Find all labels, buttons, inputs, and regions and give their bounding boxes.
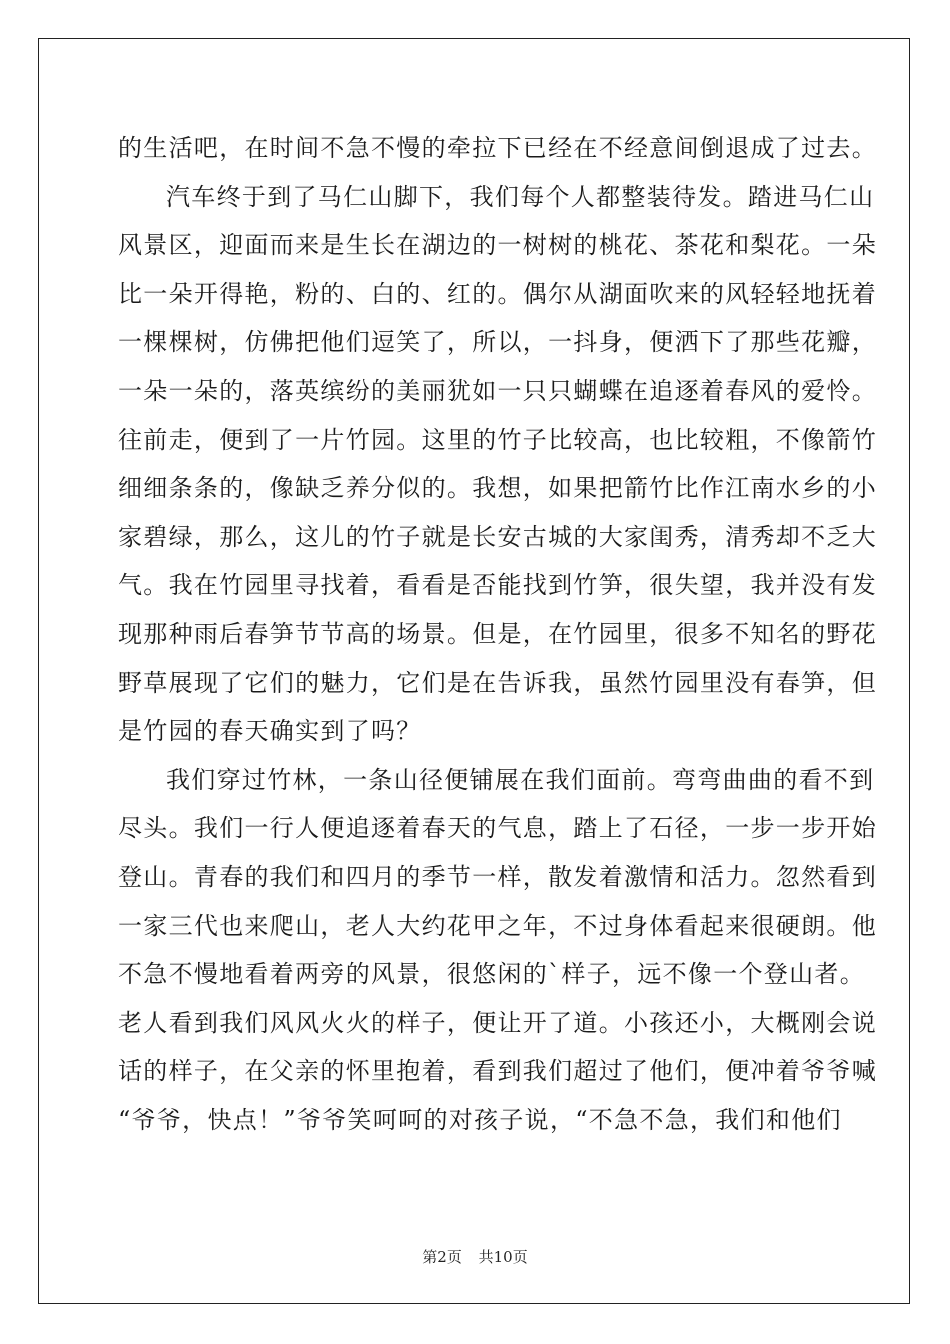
text-line: 我们穿过竹林，一条山径便铺展在我们面前。弯弯曲曲的看不到 <box>166 765 875 794</box>
text-line: “爷爷，快点！”爷爷笑呵呵的对孩子说，“不急不急，我们和他们 <box>118 1106 842 1134</box>
text-line: 比一朵开得艳，粉的、白的、红的。偶尔从湖面吹来的风轻轻地抚着 <box>118 279 877 308</box>
page-number: 第2页 <box>422 1248 462 1266</box>
text-line: 家碧绿，那么，这儿的竹子就是长安古城的大家闺秀，清秀却不乏大 <box>118 522 877 551</box>
page-total: 共10页 <box>478 1248 528 1266</box>
text-line: 老人看到我们风风火火的样子，便让开了道。小孩还小，大概刚会说 <box>118 1008 877 1037</box>
text-line: 是竹园的春天确实到了吗？ <box>118 717 422 746</box>
text-line: 的生活吧，在时间不急不慢的牵拉下已经在不经意间倒退成了过去。 <box>118 134 877 162</box>
text-line: 一朵一朵的，落英缤纷的美丽犹如一只只蝴蝶在追逐着春风的爱怜。 <box>118 377 877 405</box>
page-footer <box>0 1246 950 1267</box>
text-line: 气。我在竹园里寻找着，看看是否能找到竹笋，很失望，我并没有发 <box>118 571 877 600</box>
text-line: 一棵棵树，仿佛把他们逗笑了，所以，一抖身，便洒下了那些花瓣， <box>118 328 877 357</box>
text-line: 话的样子，在父亲的怀里抱着，看到我们超过了他们，便冲着爷爷喊 <box>118 1057 877 1086</box>
text-line: 往前走，便到了一片竹园。这里的竹子比较高，也比较粗，不像箭竹 <box>118 425 877 454</box>
text-line: 不急不慢地看着两旁的风景，很悠闲的`样子，远不像一个登山者。 <box>118 960 865 989</box>
text-line: 尽头。我们一行人便追逐着春天的气息，踏上了石径，一步一步开始 <box>118 814 877 843</box>
text-line: 现那种雨后春笋节节高的场景。但是，在竹园里，很多不知名的野花 <box>118 620 877 648</box>
text-line: 风景区，迎面而来是生长在湖边的一树树的桃花、茶花和梨花。一朵 <box>118 231 877 260</box>
text-line: 汽车终于到了马仁山脚下，我们每个人都整装待发。踏进马仁山 <box>166 182 875 211</box>
text-line: 野草展现了它们的魅力，它们是在告诉我，虽然竹园里没有春笋，但 <box>118 668 877 697</box>
text-line: 登山。青春的我们和四月的季节一样，散发着激情和活力。忽然看到 <box>118 863 877 891</box>
text-line: 一家三代也来爬山，老人大约花甲之年，不过身体看起来很硬朗。他 <box>118 911 877 940</box>
text-line: 细细条条的，像缺乏养分似的。我想，如果把箭竹比作江南水乡的小 <box>118 474 877 503</box>
